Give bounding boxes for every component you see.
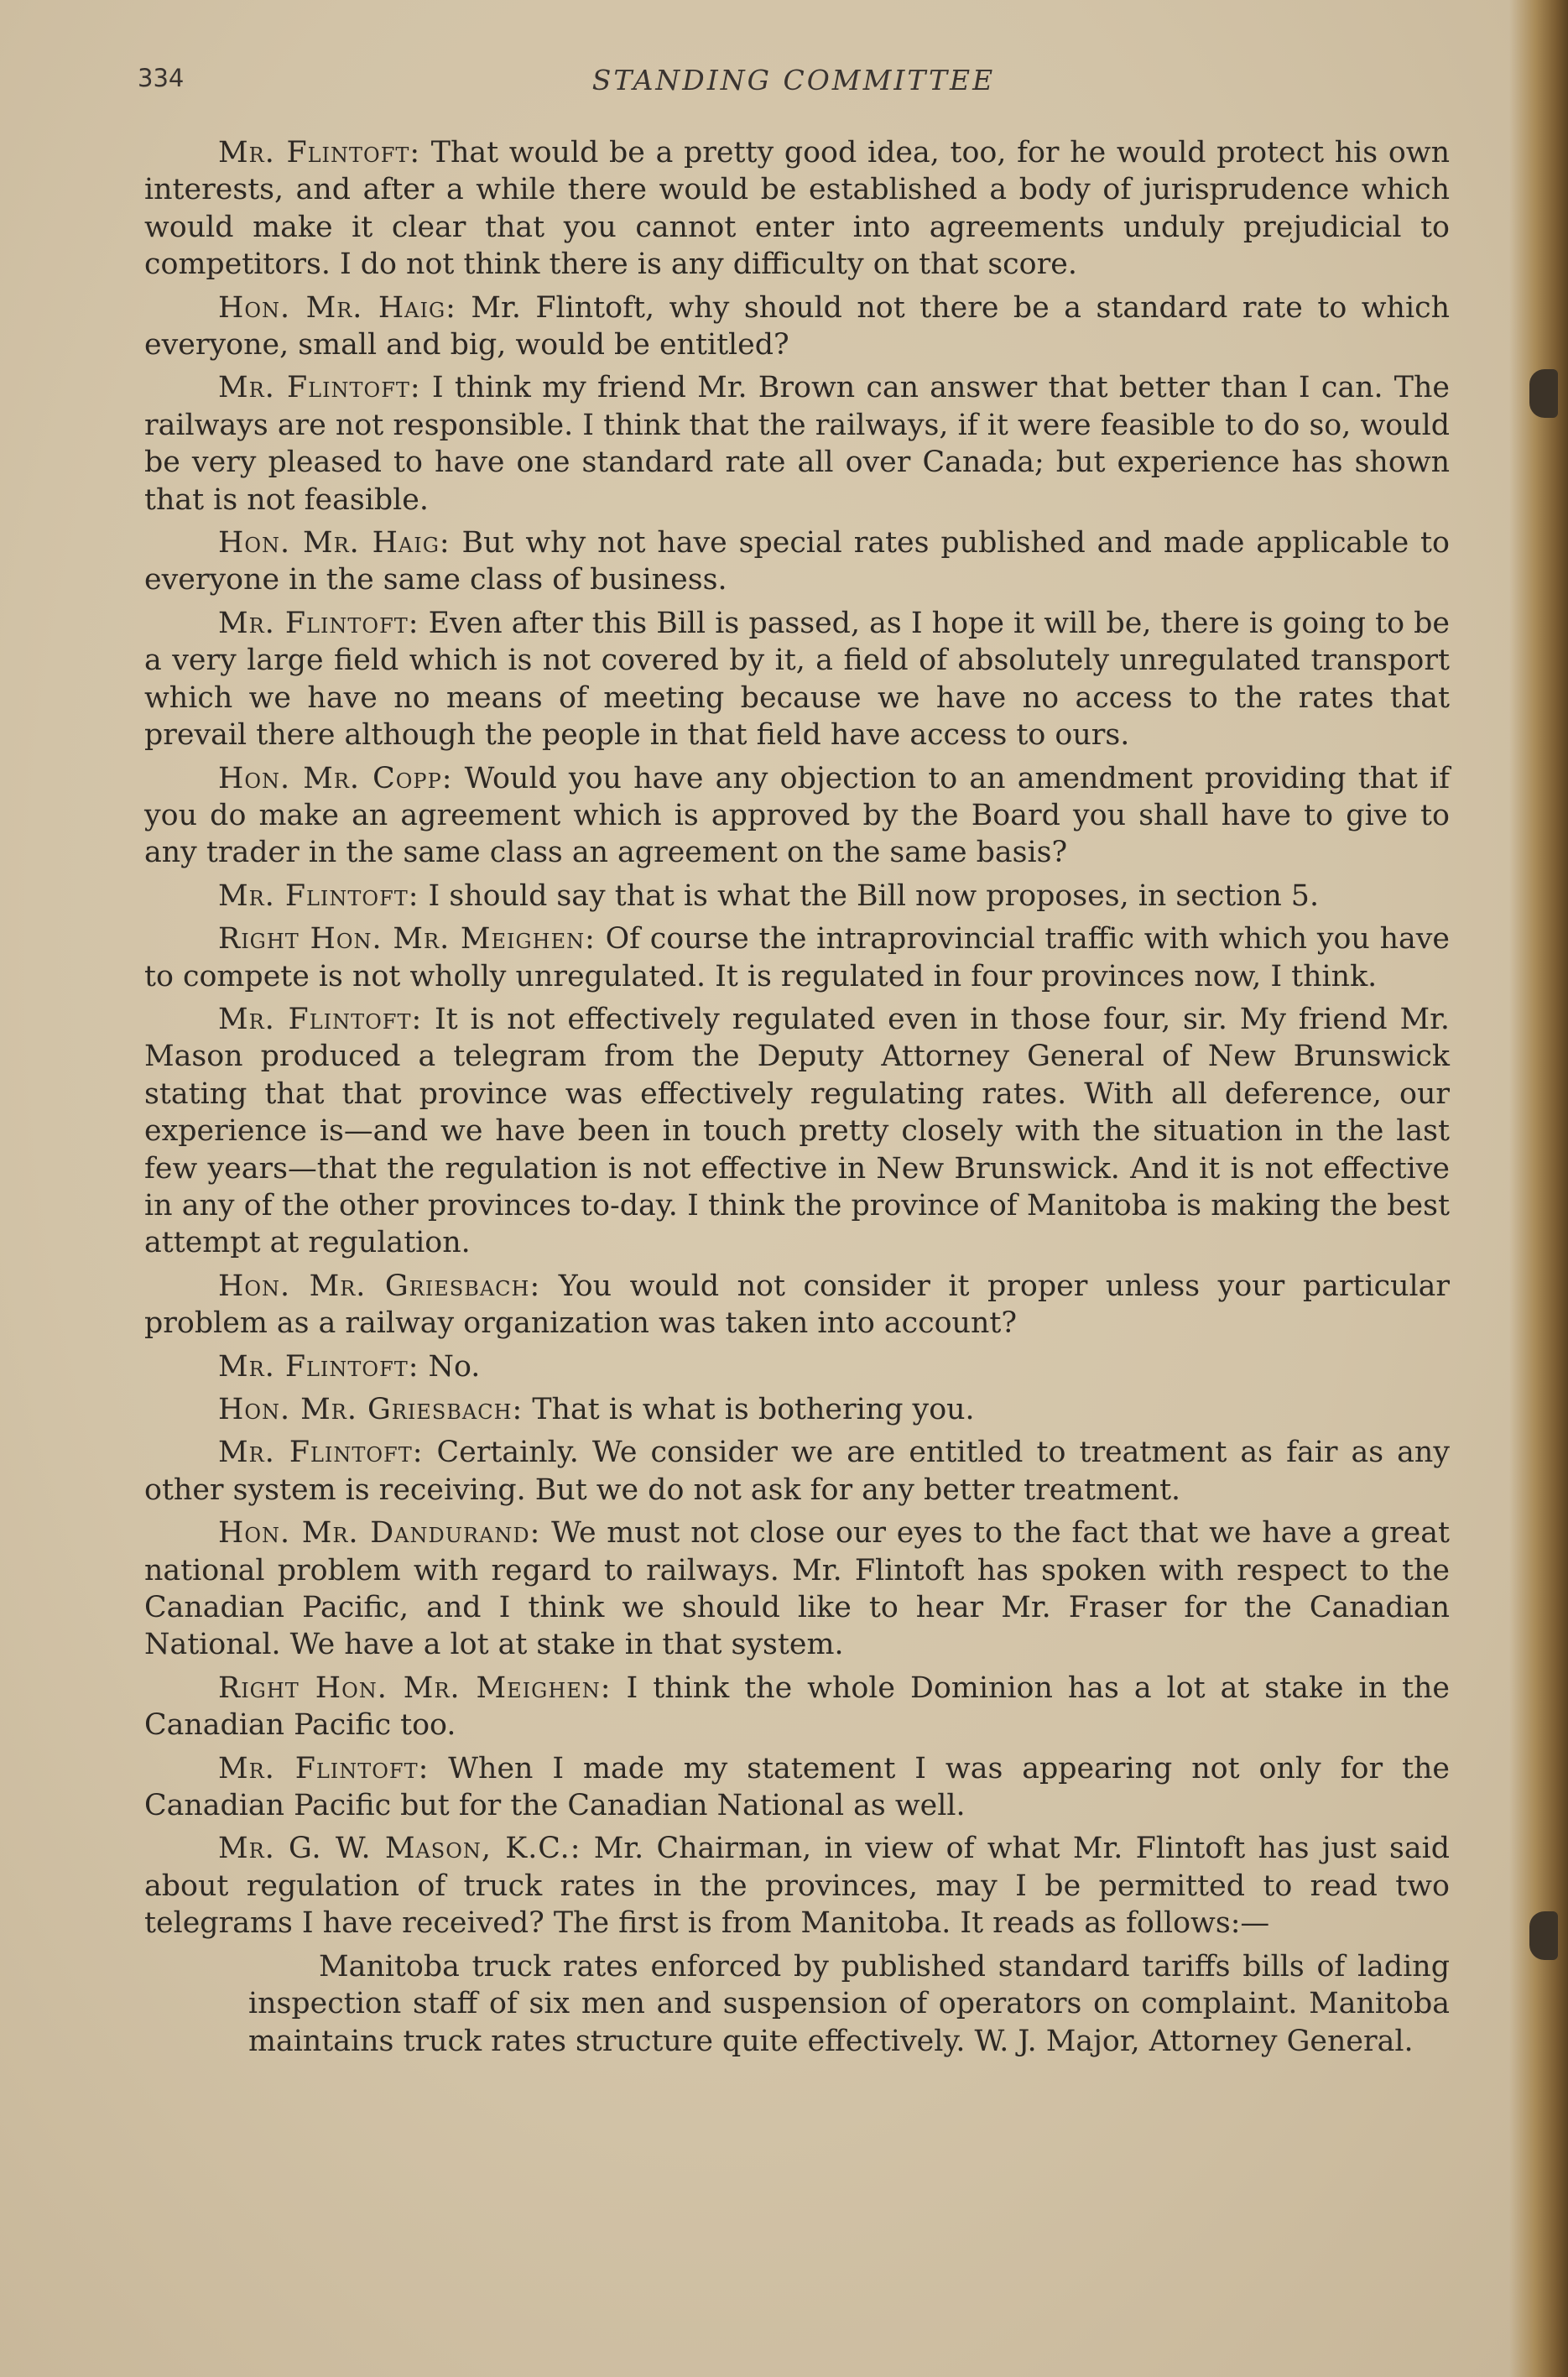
speech: Of course the intraprovincial traffic with which you have to compete is not wholly unregulated. It is regulated in four provinces now, I think. (144, 922, 1450, 993)
speaker: Mr. Flintoft: (218, 878, 419, 913)
speech: It is not effectively regulated even in those four, sir. My friend Mr. Mason produced a telegram from the Deputy Attorney General of New Brunswick stating that that province was effectively regulating rates. With all deference, our experience is—and we have been in touch pretty closely with the situation in the last few years—that the regulation is not effective in New Brunswick. And it is not effective in any of the other provinces to-day. I think the province of Manitoba is making the best attempt at regulation. (144, 1002, 1450, 1260)
page-body (144, 134, 1450, 2060)
telegram-quote: Manitoba truck rates enforced by published standard tariffs bills of lading inspection staff of six men and suspension of operators on complaint. Manitoba maintains truck rates structure quite effectively. W. J. Major, Attorney General. (248, 1949, 1450, 2058)
speaker: Mr. Flintoft: (218, 136, 421, 169)
speaker: Hon. Mr. Haig: (218, 526, 451, 560)
speaker: Mr. Flintoft: (218, 1349, 419, 1384)
paragraph (144, 1830, 1450, 1942)
speech: Would you have any objection to an amendment providing that if you do make an agreement which is approved by the Board you shall have to give to any trader in the same class an agreement on the same basis? (144, 761, 1451, 870)
paragraph (144, 289, 1450, 364)
paragraph (144, 920, 1450, 995)
page-header (138, 64, 1450, 106)
paragraph (144, 1001, 1450, 1262)
speaker: Hon. Mr. Griesbach: (218, 1393, 524, 1426)
speech: That is what is bothering you. (532, 1393, 975, 1426)
speaker: Mr. Flintoft: (218, 1751, 430, 1785)
speech: Mr. Flintoft, why should not there be a standard rate to which everyone, small and big, would be entitled? (144, 290, 1450, 362)
speech: You would not consider it proper unless your particular problem as a railway organization was taken into account? (144, 1269, 1451, 1341)
speaker: Hon. Mr. Copp: (218, 761, 453, 795)
speech: I should say that is what the Bill now proposes, in section 5. (428, 878, 1320, 913)
paragraph (144, 134, 1450, 284)
binding-clip (1529, 369, 1558, 418)
speaker: Mr. G. W. Mason, K.C.: (218, 1832, 581, 1866)
paragraph (144, 878, 1450, 915)
page-number: 334 (138, 64, 185, 92)
speech: No. (428, 1349, 481, 1384)
speech: But why not have special rates published and made applicable to everyone in the same class of business. (144, 526, 1450, 597)
speaker: Mr. Flintoft: (218, 1002, 423, 1036)
speech: Even after this Bill is passed, as I hope it will be, there is going to be a very large field which is not covered by it, a field of absolutely unregulated transport which we have no means of meeting because we have no access to the rates that prevail there although the people in that field have access to ours. (144, 606, 1451, 753)
speech: That would be a pretty good idea, too, for he would protect his own interests, and after a while there would be established a body of jurisprudence which would make it clear that you cannot enter into agreements unduly prejudicial to competitors. I do not think there is any difficulty on that score. (144, 136, 1450, 282)
paragraph (144, 1434, 1450, 1509)
page-edge (1509, 0, 1568, 2377)
paragraph (144, 1391, 1450, 1428)
speaker: Right Hon. Mr. Meighen: (218, 922, 596, 957)
speaker: Mr. Flintoft: (218, 606, 419, 640)
speaker: Hon. Mr. Griesbach: (218, 1269, 541, 1303)
running-head: STANDING COMMITTEE (591, 64, 996, 96)
paragraph (144, 1268, 1450, 1342)
speaker: Hon. Mr. Dandurand: (218, 1516, 541, 1551)
speaker: Hon. Mr. Haig: (218, 290, 456, 325)
paragraph (144, 1750, 1450, 1825)
binding-clip (1529, 1911, 1558, 1960)
speech: We must not close our eyes to the fact that we have a great national problem with regard to railways. Mr. Flintoft has spoken with respect to the Canadian Pacific, and I think we should like to hear Mr. Fraser for the Canadian National. We have a lot at stake in that system. (144, 1516, 1451, 1662)
paragraph (144, 524, 1450, 599)
speaker: Mr. Flintoft: (218, 371, 421, 405)
speech: Certainly. We consider we are entitled to treatment as fair as any other system is receiving. But we do not ask for any better treatment. (144, 1436, 1451, 1507)
speech: Mr. Chairman, in view of what Mr. Flintoft has just said about regulation of truck rates in the provinces, may I be permitted to read two telegrams I have received? The first is from Manitoba. It reads as follows:— (144, 1832, 1450, 1941)
paragraph (144, 760, 1450, 872)
speaker: Right Hon. Mr. Meighen: (218, 1671, 612, 1705)
paragraph (144, 369, 1450, 519)
speech: When I made my statement I was appearing not only for the Canadian Pacific but for the Canadian National as well. (144, 1751, 1450, 1823)
paragraph (144, 1670, 1450, 1744)
speaker: Mr. Flintoft: (218, 1436, 424, 1470)
paragraph (144, 1348, 1450, 1385)
speech: I think the whole Dominion has a lot at stake in the Canadian Pacific too. (144, 1671, 1450, 1743)
speech: I think my friend Mr. Brown can answer that better than I can. The railways are not responsible. I think that the railways, if it were feasible to do so, would be very pleased to have one standard rate all over Canada; but experience has shown that is not feasible. (144, 371, 1451, 517)
paragraph (144, 1514, 1450, 1664)
paragraph (144, 605, 1450, 754)
